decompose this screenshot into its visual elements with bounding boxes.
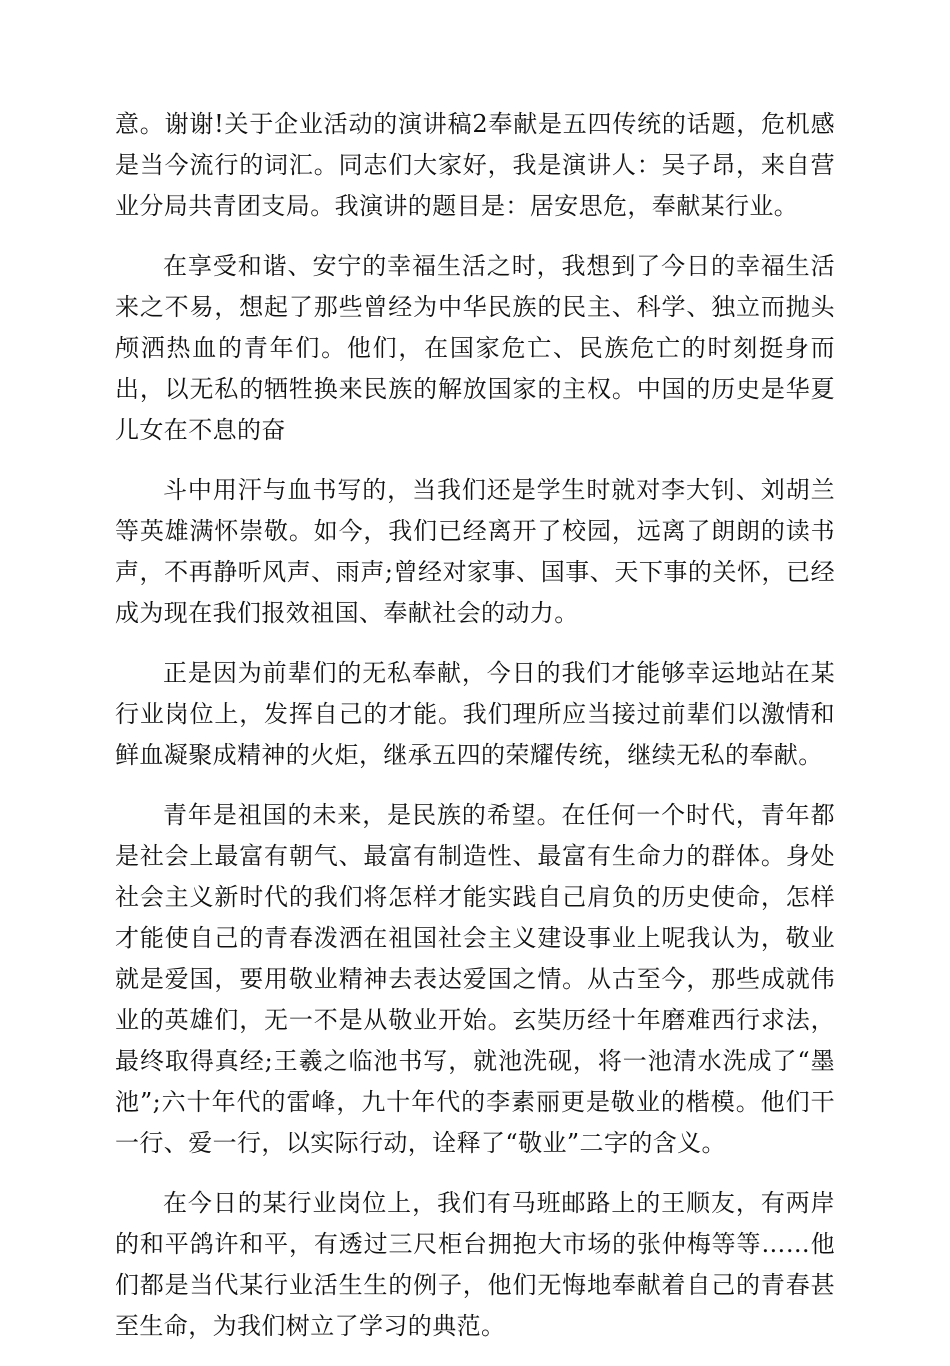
document-body	[115, 104, 835, 1366]
paragraph-1: 意。谢谢!关于企业活动的演讲稿2奉献是五四传统的话题，危机感是当今流行的词汇。同志们大家好，我是演讲人：吴子昂，来自营业分局共青团支局。我演讲的题目是：居安思危，奉献某行业。	[115, 110, 835, 220]
paragraph-2: 在享受和谐、安宁的幸福生活之时，我想到了今日的幸福生活来之不易，想起了那些曾经为中华民族的民主、科学、独立而抛头颅洒热血的青年们。他们，在国家危亡、民族危亡的时刻挺身而出，以无私的牺牲换来民族的解放国家的主权。中国的历史是华夏儿女在不息的奋	[115, 252, 835, 444]
paragraph-4: 正是因为前辈们的无私奉献，今日的我们才能够幸运地站在某行业岗位上，发挥自己的才能。我们理所应当接过前辈们以激情和鲜血凝聚成精神的火炬，继承五四的荣耀传统，继续无私的奉献。	[115, 659, 835, 769]
paragraph-6: 在今日的某行业岗位上，我们有马班邮路上的王顺友，有两岸的和平鸽许和平，有透过三尺柜台拥抱大市场的张仲梅等等……他们都是当代某行业活生生的例子，他们无悔地奉献着自己的青春甚至生命，为我们树立了学习的典范。	[115, 1189, 835, 1340]
paragraph-3: 斗中用汗与血书写的，当我们还是学生时就对李大钊、刘胡兰等英雄满怀崇敬。如今，我们已经离开了校园，远离了朗朗的读书声，不再静听风声、雨声;曾经对家事、国事、天下事的关怀，已经成为现在我们报效祖国、奉献社会的动力。	[115, 476, 835, 627]
paragraph-5: 青年是祖国的未来，是民族的希望。在任何一个时代，青年都是社会上最富有朝气、最富有制造性、最富有生命力的群体。身处社会主义新时代的我们将怎样才能实践自己肩负的历史使命，怎样才能使自己的青春泼洒在祖国社会主义建设事业上呢我认为，敬业就是爱国，要用敬业精神去表达爱国之情。从古至今，那些成就伟业的英雄们，无一不是从敬业开始。玄奘历经十年磨难西行求法，最终取得真经;王羲之临池书写，就池洗砚，将一池清水洗成了“墨池”;六十年代的雷峰，九十年代的李素丽更是敬业的楷模。他们干一行、爱一行，以实际行动，诠释了“敬业”二字的含义。	[115, 801, 835, 1157]
